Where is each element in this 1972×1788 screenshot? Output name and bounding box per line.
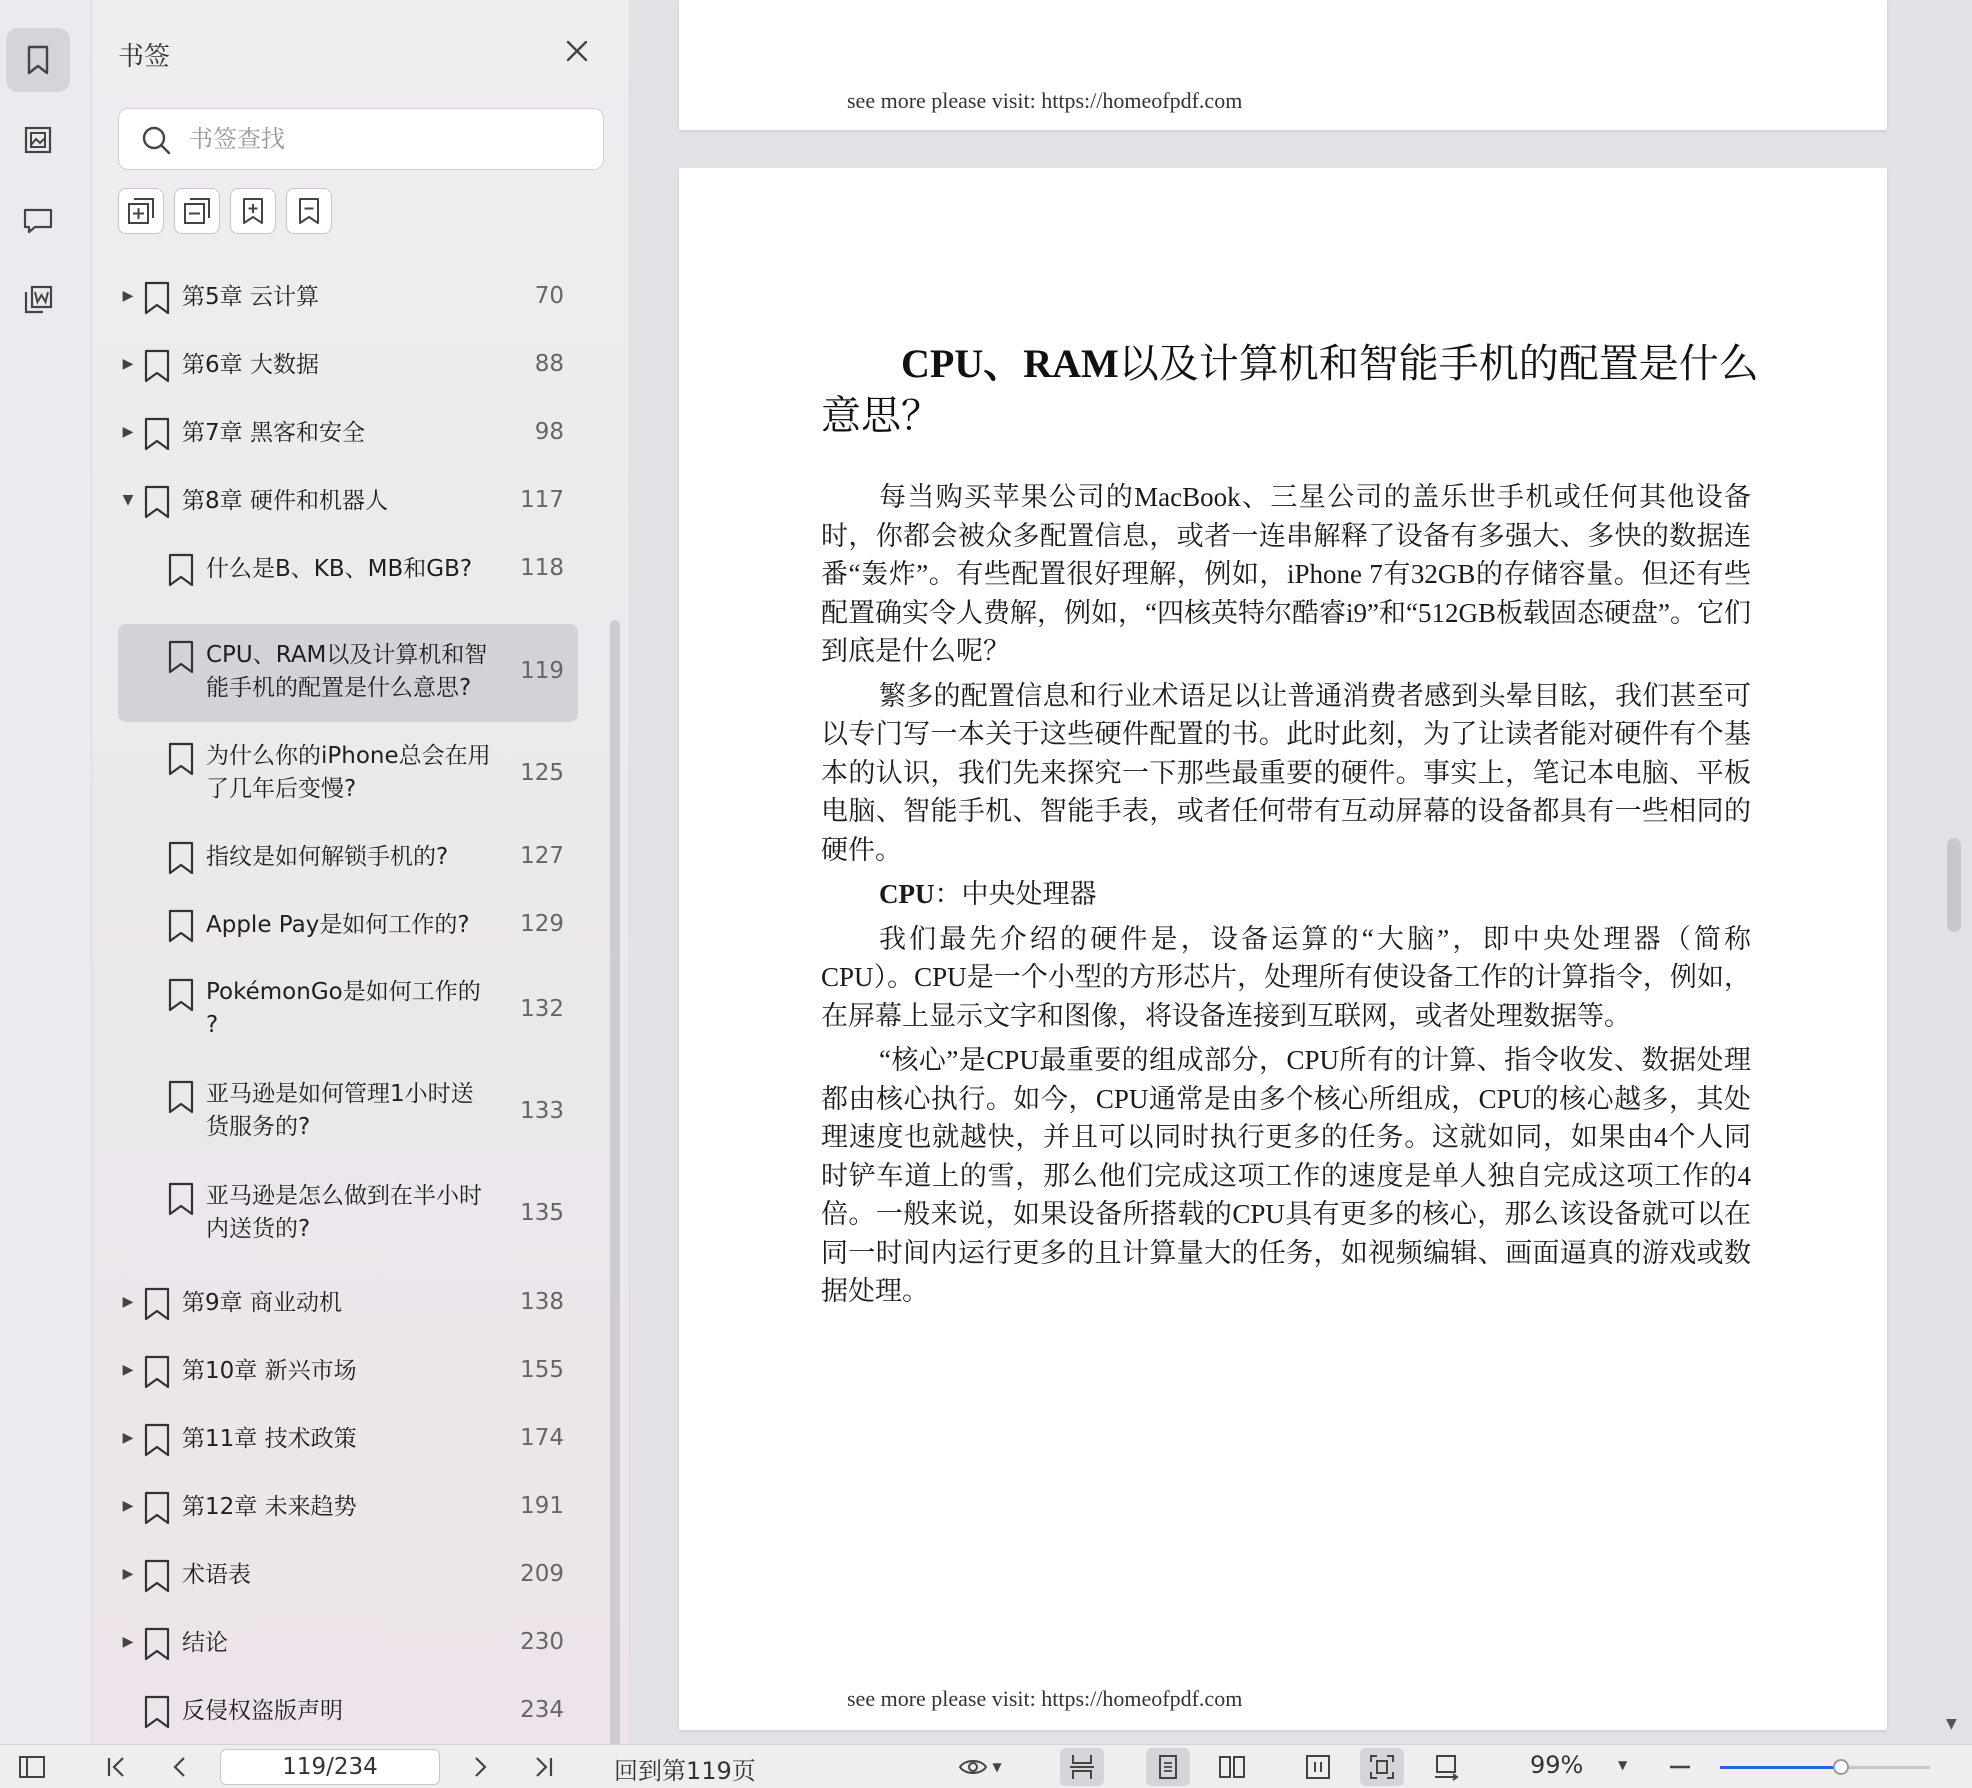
add-bookmark-button[interactable]: [230, 188, 276, 234]
zoom-slider-fill: [1720, 1766, 1842, 1769]
expand-arrow-icon[interactable]: ▶: [122, 1430, 134, 1446]
bookmark-label-line2: 了几年后变慢?: [206, 776, 357, 802]
remove-bookmark-icon: [294, 196, 324, 226]
single-page-button[interactable]: [1146, 1748, 1190, 1786]
eye-icon: [958, 1752, 988, 1782]
bookmark-icon: [166, 909, 196, 943]
bookmark-label: 第5章 云计算: [182, 284, 319, 310]
bookmark-icon: [142, 1287, 172, 1321]
document-scrollbar-thumb[interactable]: [1947, 838, 1961, 932]
bookmark-label-line2: 内送货的?: [206, 1216, 311, 1242]
left-icon-rail: [0, 0, 92, 1744]
bookmark-page: 88: [534, 351, 564, 377]
bookmark-page: 70: [534, 283, 564, 309]
sidebar-toggle-icon: [17, 1752, 47, 1782]
subheading-rest: ：中央处理器: [934, 879, 1097, 909]
expand-arrow-icon[interactable]: ▶: [122, 356, 134, 372]
bookmark-item[interactable]: [118, 1286, 578, 1322]
word-convert-icon: [21, 283, 55, 317]
expand-arrow-icon[interactable]: ▶: [122, 424, 134, 440]
bookmark-page: 125: [520, 760, 564, 786]
bookmark-label-line1: 亚马逊是如何管理1小时送: [206, 1081, 474, 1107]
bookmark-label: 第10章 新兴市场: [182, 1358, 357, 1384]
collapse-all-icon: [182, 196, 212, 226]
bookmark-item[interactable]: [118, 552, 578, 588]
bookmark-icon: [142, 1355, 172, 1389]
zoom-slider[interactable]: [1720, 1766, 1930, 1769]
heading-rest: 以及计算机和智能手机的配置是什么意思？: [821, 341, 1759, 438]
bookmark-item[interactable]: [118, 840, 578, 876]
bookmark-label: 第8章 硬件和机器人: [182, 488, 388, 514]
minus-icon: [1665, 1752, 1695, 1782]
bookmark-item[interactable]: [118, 1422, 578, 1458]
bookmark-search-box: [118, 108, 604, 170]
bookmark-panel: [92, 0, 630, 1744]
bookmark-panel-button[interactable]: [6, 28, 70, 92]
bookmark-icon: [142, 1423, 172, 1457]
bookmark-icon: [142, 417, 172, 451]
bookmark-item[interactable]: [118, 736, 578, 808]
last-page-button[interactable]: [524, 1745, 564, 1788]
bookmark-page: 129: [520, 911, 564, 937]
collapse-all-button[interactable]: [174, 188, 220, 234]
bookmark-item[interactable]: [118, 1078, 578, 1150]
bookmark-page: 174: [520, 1425, 564, 1451]
first-page-icon: [101, 1752, 131, 1782]
bookmark-page: 155: [520, 1357, 564, 1383]
bookmark-item[interactable]: [118, 348, 578, 384]
document-viewport[interactable]: [631, 0, 1972, 1744]
rotate-icon: [1431, 1752, 1461, 1782]
bookmark-page: 98: [534, 419, 564, 445]
bookmark-label: 第11章 技术政策: [182, 1426, 357, 1452]
bottom-toolbar: [0, 1744, 1972, 1788]
page-footer: see more please visit: https://homeofpdf.com: [847, 1686, 1243, 1711]
bookmark-label-line2: 能手机的配置是什么意思?: [206, 675, 472, 701]
chevron-left-icon: [165, 1752, 195, 1782]
go-back-to-page-link[interactable]: 回到第119页: [614, 1757, 756, 1785]
bookmark-icon: [142, 281, 172, 315]
bookmark-icon: [166, 742, 196, 776]
zoom-level[interactable]: 99%: [1530, 1751, 1584, 1779]
bookmark-page: 117: [520, 487, 564, 513]
zoom-out-button[interactable]: [1660, 1745, 1700, 1788]
two-page-icon: [1217, 1752, 1247, 1782]
subheading: [821, 875, 1751, 914]
bookmark-icon: [166, 640, 196, 674]
bookmark-page: 138: [520, 1289, 564, 1315]
bookmark-search-input[interactable]: [189, 119, 589, 159]
bookmark-item[interactable]: [118, 1180, 578, 1252]
bookmark-item[interactable]: [118, 280, 578, 316]
bookmark-item[interactable]: [118, 1558, 578, 1594]
bookmark-icon: [21, 43, 55, 77]
bookmark-icon: [166, 1182, 196, 1216]
fit-page-icon: [1367, 1752, 1397, 1782]
bookmark-item[interactable]: [118, 1694, 578, 1730]
remove-bookmark-button[interactable]: [286, 188, 332, 234]
read-mode-button[interactable]: [950, 1745, 1010, 1788]
bookmark-label-line2: ?: [206, 1012, 219, 1038]
bookmark-label-line1: 为什么你的iPhone总会在用: [206, 743, 491, 769]
zoom-dropdown-icon[interactable]: ▼: [1618, 1758, 1628, 1772]
thumbnail-panel-button[interactable]: [6, 108, 70, 172]
bookmark-label: 第12章 未来趋势: [182, 1494, 357, 1520]
expand-all-icon: [126, 196, 156, 226]
page-number-input[interactable]: [220, 1749, 440, 1785]
last-page-icon: [529, 1752, 559, 1782]
comment-icon: [21, 203, 55, 237]
bookmark-page: 133: [520, 1098, 564, 1124]
bookmark-label: 第6章 大数据: [182, 352, 319, 378]
panel-title: 书签: [118, 42, 171, 72]
bookmark-icon: [142, 1491, 172, 1525]
fit-width-icon: [1303, 1752, 1333, 1782]
bookmark-label: 术语表: [182, 1562, 251, 1588]
section-heading: [821, 338, 1761, 442]
expand-all-button[interactable]: [118, 188, 164, 234]
subheading-bold: CPU: [879, 879, 935, 909]
fit-page-button[interactable]: [1360, 1748, 1404, 1786]
bookmark-page: 118: [520, 555, 564, 581]
bookmark-label: 第9章 商业动机: [182, 1290, 342, 1316]
bookmark-page: 191: [520, 1493, 564, 1519]
expand-arrow-icon[interactable]: ▶: [122, 1566, 134, 1582]
single-page-icon: [1153, 1752, 1183, 1782]
bookmark-icon: [142, 349, 172, 383]
bookmark-item[interactable]: [118, 416, 578, 452]
search-icon: [139, 123, 173, 157]
page-footer: see more please visit: https://homeofpdf.com: [847, 88, 1243, 113]
two-page-button[interactable]: [1210, 1745, 1254, 1788]
close-panel-button[interactable]: [562, 36, 592, 66]
bookmark-label-line1: CPU、RAM以及计算机和智: [206, 642, 488, 668]
previous-page-button[interactable]: [160, 1745, 200, 1788]
bookmark-icon: [166, 978, 196, 1012]
expand-arrow-icon[interactable]: ▶: [122, 1294, 134, 1310]
bookmark-label: 结论: [182, 1630, 228, 1656]
panel-scrollbar[interactable]: [610, 620, 620, 1750]
next-page-button[interactable]: [460, 1745, 500, 1788]
word-convert-button[interactable]: [6, 268, 70, 332]
previous-page: [679, 0, 1887, 130]
fit-width-button[interactable]: [1296, 1745, 1340, 1788]
paragraph: 繁多的配置信息和行业术语足以让普通消费者感到头晕目眩，我们甚至可以专门写一本关于这些硬件配置的书。此时此刻，为了让读者能对硬件有个基本的认识，我们先来探究一下那些最重要的硬件。事实上，笔记本电脑、平板电脑、智能手机、智能手表，或者任何带有互动屏幕的设备都具有一些相同的硬件。: [821, 680, 1751, 865]
bookmark-label-line1: PokémonGo是如何工作的: [206, 979, 481, 1005]
first-page-button[interactable]: [96, 1745, 136, 1788]
bookmark-icon: [166, 553, 196, 587]
bookmark-item[interactable]: [118, 1626, 578, 1662]
bookmark-label: 第7章 黑客和安全: [182, 420, 365, 446]
bookmark-label: 反侵权盗版声明: [182, 1698, 343, 1724]
heading-bold: CPU、RAM: [901, 341, 1119, 386]
continuous-scroll-button[interactable]: [1060, 1748, 1104, 1786]
continuous-scroll-icon: [1067, 1752, 1097, 1782]
close-icon: [562, 36, 592, 66]
expand-arrow-icon[interactable]: ▶: [122, 288, 134, 304]
paragraph: 每当购买苹果公司的MacBook、三星公司的盖乐世手机或任何其他设备时，你都会被众多配置信息，或者一连串解释了设备有多强大、多快的数据连番“轰炸”。有些配置很好理解，例如，iPhone 7有32GB的存储容量。但还有些配置确实令人费解，例如，“四核英特尔酷睿i9”和“512GB板载固态硬盘”。它们到底是什么呢？: [821, 482, 1751, 666]
expand-arrow-icon[interactable]: ▶: [122, 1362, 134, 1378]
bookmark-item[interactable]: [118, 1354, 578, 1390]
bookmark-item[interactable]: [118, 484, 578, 520]
bookmark-page: 132: [520, 996, 564, 1022]
bookmark-page: 209: [520, 1561, 564, 1587]
scroll-down-arrow-icon[interactable]: ▼: [1946, 1716, 1957, 1732]
bookmark-label: 什么是B、KB、MB和GB?: [206, 556, 473, 582]
bookmark-page: 135: [520, 1200, 564, 1226]
chevron-right-icon: [465, 1752, 495, 1782]
chevron-down-icon: ▼: [992, 1760, 1002, 1774]
expand-arrow-icon[interactable]: ▶: [122, 1634, 134, 1650]
expand-arrow-icon[interactable]: ▶: [122, 1498, 134, 1514]
paragraph: 我们最先介绍的硬件是，设备运算的“大脑”，即中央处理器（简称CPU）。CPU是一个小型的方形芯片，处理所有使设备工作的计算指令，例如，在屏幕上显示文字和图像，将设备连接到互联网，或者处理数据等。: [821, 923, 1751, 1031]
bookmark-icon: [166, 841, 196, 875]
bookmark-label: Apple Pay是如何工作的?: [206, 912, 470, 938]
add-bookmark-icon: [238, 196, 268, 226]
bookmark-tools: [118, 188, 332, 234]
bookmark-label-line1: 亚马逊是怎么做到在半小时: [206, 1183, 482, 1209]
toggle-sidebar-button[interactable]: [12, 1745, 52, 1788]
bookmark-page: 230: [520, 1629, 564, 1655]
comment-panel-button[interactable]: [6, 188, 70, 252]
bookmark-item[interactable]: [118, 908, 578, 944]
bookmark-icon: [142, 485, 172, 519]
zoom-slider-knob[interactable]: [1833, 1759, 1849, 1775]
bookmark-page: 234: [520, 1697, 564, 1723]
collapse-arrow-icon[interactable]: ▼: [122, 492, 134, 508]
bookmark-icon: [166, 1080, 196, 1114]
bookmark-label-line2: 货服务的?: [206, 1114, 311, 1140]
bookmark-item-selected[interactable]: [118, 624, 578, 722]
bookmark-icon: [142, 1559, 172, 1593]
current-page: [679, 168, 1887, 1730]
paragraph: “核心”是CPU最重要的组成部分，CPU所有的计算、指令收发、数据处理都由核心执行。如今，CPU通常是由多个核心所组成，CPU的核心越多，其处理速度也就越快，并且可以同时执行更多的任务。这就如同，如果由4个人同时铲车道上的雪，那么他们完成这项工作的速度是单人独自完成这项工作的4倍。一般来说，如果设备所搭载的CPU具有更多的核心，那么该设备就可以在同一时间内运行更多的且计算量大的任务，如视频编辑、画面逼真的游戏或数据处理。: [821, 1045, 1751, 1306]
bookmark-icon: [142, 1627, 172, 1661]
body-text: [821, 478, 1751, 1317]
bookmark-item[interactable]: [118, 1490, 578, 1526]
bookmark-icon: [142, 1695, 172, 1729]
bookmark-label: 指纹是如何解锁手机的?: [206, 844, 449, 870]
bookmark-item[interactable]: [118, 976, 578, 1048]
rotate-button[interactable]: [1424, 1745, 1468, 1788]
bookmark-page: 119: [520, 658, 564, 684]
bookmark-page: 127: [520, 843, 564, 869]
image-icon: [21, 123, 55, 157]
